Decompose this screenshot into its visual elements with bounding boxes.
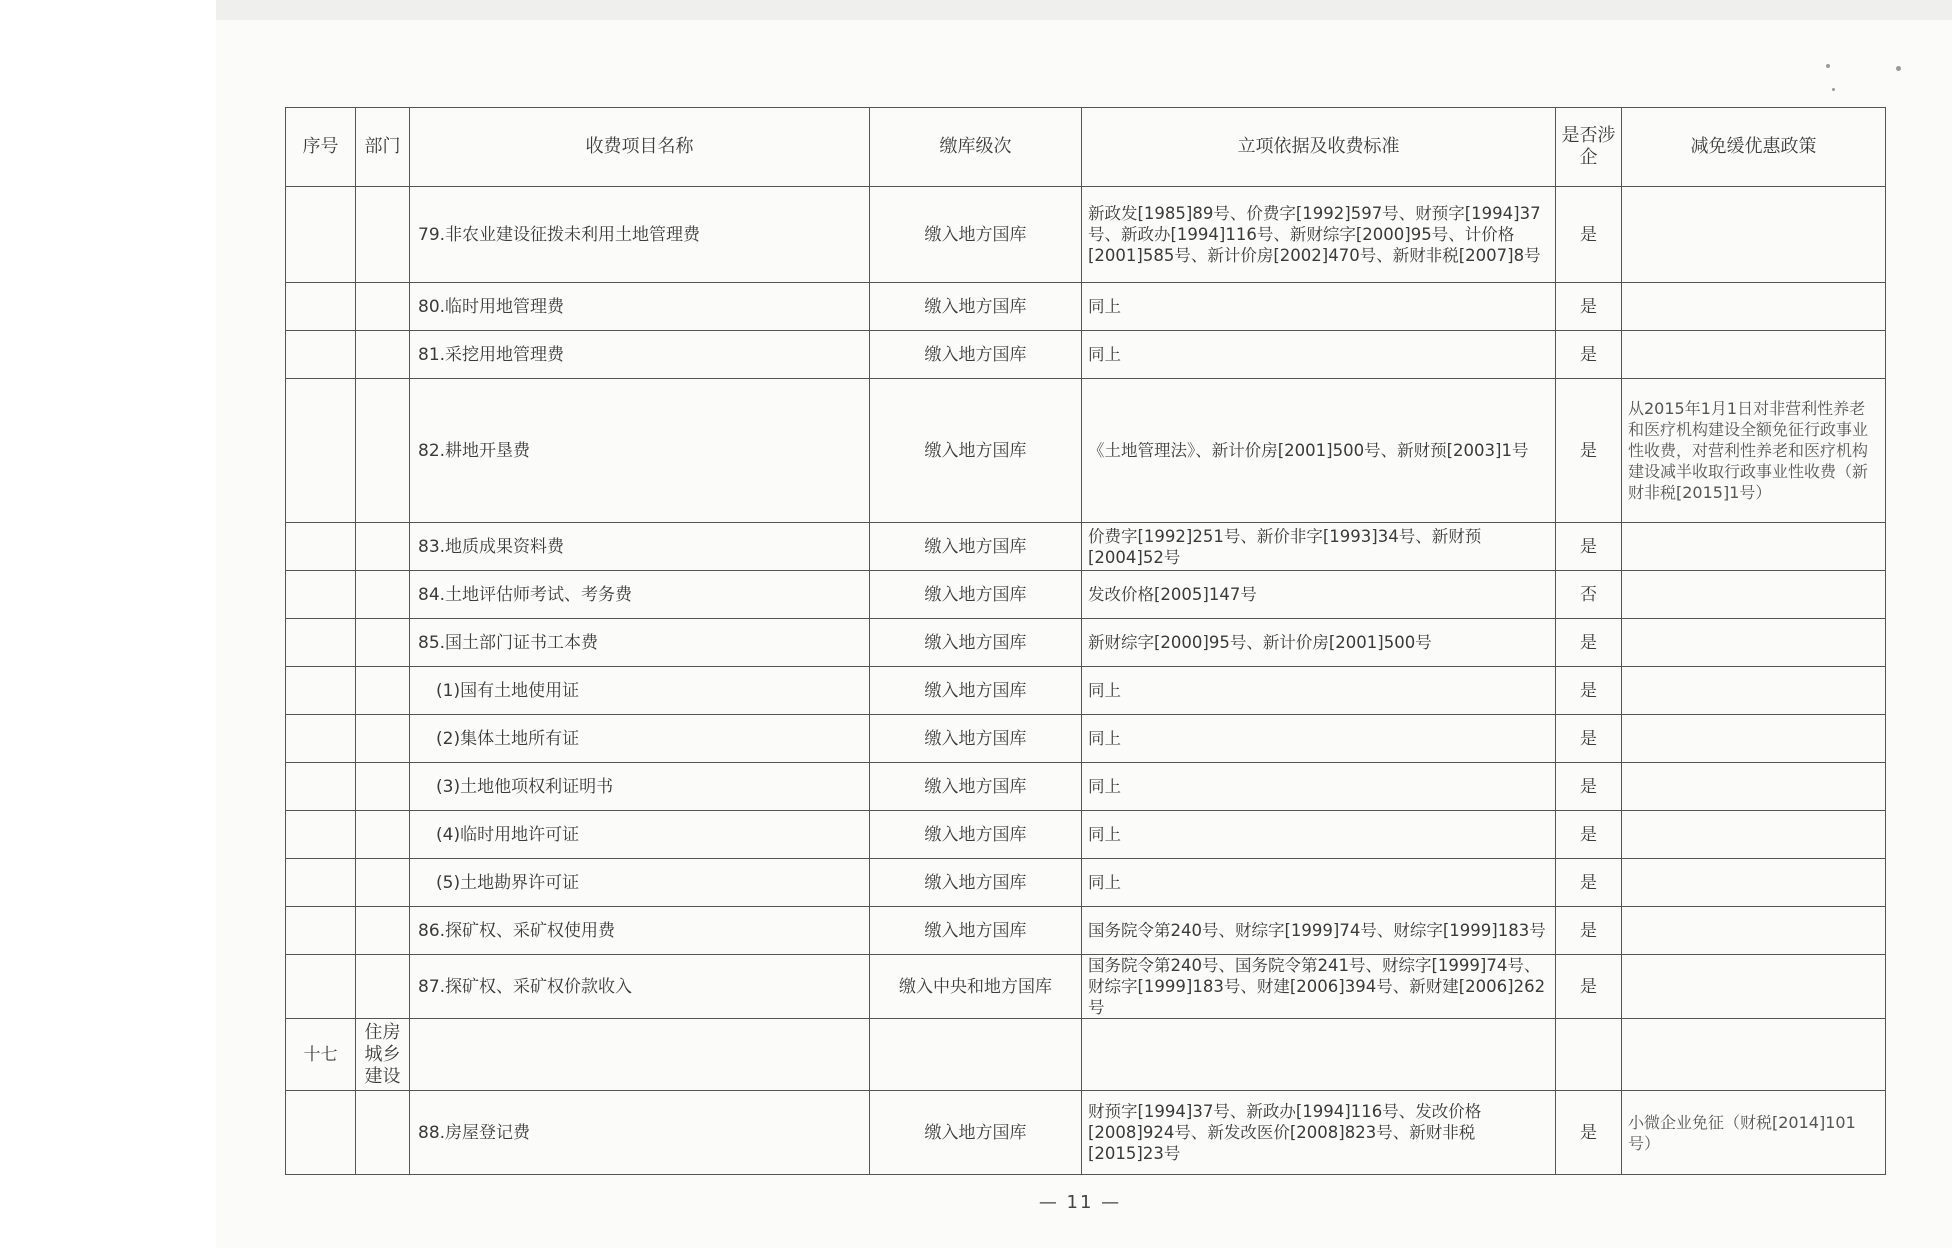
table-row: [286, 811, 1886, 859]
cell-seq: [286, 571, 356, 619]
cell-policy: [1622, 859, 1886, 907]
cell-enterprise: [1556, 1019, 1622, 1091]
header-dept: 部门: [356, 108, 410, 187]
cell-dept: [356, 667, 410, 715]
cell-treasury: 缴入地方国库: [870, 571, 1082, 619]
cell-policy: [1622, 283, 1886, 331]
cell-seq: [286, 811, 356, 859]
table-row: [286, 523, 1886, 571]
table-row: [286, 715, 1886, 763]
cell-fee-name: 79.非农业建设征拨未利用土地管理费: [410, 187, 870, 283]
cell-enterprise: 是: [1556, 1091, 1622, 1175]
cell-seq: [286, 187, 356, 283]
cell-treasury: 缴入地方国库: [870, 187, 1082, 283]
cell-seq: [286, 283, 356, 331]
cell-treasury: [870, 1019, 1082, 1091]
left-margin: [0, 0, 216, 1248]
cell-dept: [356, 283, 410, 331]
cell-basis: 同上: [1082, 763, 1556, 811]
cell-treasury: 缴入地方国库: [870, 763, 1082, 811]
cell-treasury: 缴入地方国库: [870, 907, 1082, 955]
cell-enterprise: 是: [1556, 955, 1622, 1019]
cell-fee-name: (1)国有土地使用证: [410, 667, 870, 715]
cell-basis: 国务院令第240号、财综字[1999]74号、财综字[1999]183号: [1082, 907, 1556, 955]
cell-seq: [286, 955, 356, 1019]
cell-enterprise: 是: [1556, 283, 1622, 331]
cell-policy: [1622, 715, 1886, 763]
table-body: [286, 187, 1886, 1175]
cell-basis: 价费字[1992]251号、新价非字[1993]34号、新财预[2004]52号: [1082, 523, 1556, 571]
page-number: — 11 —: [1038, 1192, 1122, 1213]
scan-speck: [1832, 88, 1835, 91]
cell-policy: [1622, 811, 1886, 859]
cell-dept: [356, 523, 410, 571]
table-header-row: [286, 108, 1886, 187]
cell-enterprise: 是: [1556, 859, 1622, 907]
cell-seq: 十七: [286, 1019, 356, 1091]
cell-policy: [1622, 187, 1886, 283]
cell-policy: 小微企业免征（财税[2014]101号）: [1622, 1091, 1886, 1175]
cell-fee-name: (2)集体土地所有证: [410, 715, 870, 763]
table-row: [286, 283, 1886, 331]
cell-treasury: 缴入地方国库: [870, 523, 1082, 571]
cell-fee-name: 87.探矿权、采矿权价款收入: [410, 955, 870, 1019]
header-seq: 序号: [286, 108, 356, 187]
cell-policy: [1622, 571, 1886, 619]
cell-treasury: 缴入中央和地方国库: [870, 955, 1082, 1019]
cell-treasury: 缴入地方国库: [870, 1091, 1082, 1175]
cell-dept: [356, 187, 410, 283]
cell-basis: 发改价格[2005]147号: [1082, 571, 1556, 619]
cell-fee-name: 88.房屋登记费: [410, 1091, 870, 1175]
cell-dept: [356, 619, 410, 667]
cell-basis: 同上: [1082, 715, 1556, 763]
cell-enterprise: 是: [1556, 715, 1622, 763]
cell-treasury: 缴入地方国库: [870, 811, 1082, 859]
cell-policy: [1622, 331, 1886, 379]
cell-basis: 财预字[1994]37号、新政办[1994]116号、发改价格[2008]924号、新发改医价[2008]823号、新财非税[2015]23号: [1082, 1091, 1556, 1175]
table-row: [286, 763, 1886, 811]
header-enterprise: 是否涉企: [1556, 108, 1622, 187]
cell-basis: 同上: [1082, 667, 1556, 715]
cell-treasury: 缴入地方国库: [870, 667, 1082, 715]
cell-dept: [356, 331, 410, 379]
cell-seq: [286, 331, 356, 379]
cell-fee-name: 80.临时用地管理费: [410, 283, 870, 331]
cell-basis: 同上: [1082, 859, 1556, 907]
cell-fee-name: 82.耕地开垦费: [410, 379, 870, 523]
cell-dept: [356, 811, 410, 859]
cell-enterprise: 是: [1556, 187, 1622, 283]
cell-seq: [286, 619, 356, 667]
cell-basis: [1082, 1019, 1556, 1091]
fee-table: [285, 107, 1886, 1175]
cell-seq: [286, 379, 356, 523]
cell-fee-name: 81.采挖用地管理费: [410, 331, 870, 379]
table-row: [286, 859, 1886, 907]
cell-treasury: 缴入地方国库: [870, 283, 1082, 331]
cell-fee-name: 84.土地评估师考试、考务费: [410, 571, 870, 619]
cell-dept: [356, 763, 410, 811]
cell-basis: 同上: [1082, 283, 1556, 331]
cell-seq: [286, 859, 356, 907]
cell-enterprise: 是: [1556, 667, 1622, 715]
scan-speck: [1826, 64, 1830, 68]
cell-treasury: 缴入地方国库: [870, 331, 1082, 379]
cell-policy: [1622, 619, 1886, 667]
cell-basis: 同上: [1082, 331, 1556, 379]
cell-treasury: 缴入地方国库: [870, 715, 1082, 763]
cell-treasury: 缴入地方国库: [870, 379, 1082, 523]
cell-enterprise: 是: [1556, 523, 1622, 571]
table-row: [286, 907, 1886, 955]
cell-policy: 从2015年1月1日对非营利性养老和医疗机构建设全额免征行政事业性收费，对营利性养老和医疗机构建设减半收取行政事业性收费（新财非税[2015]1号）: [1622, 379, 1886, 523]
cell-enterprise: 是: [1556, 907, 1622, 955]
cell-dept: [356, 379, 410, 523]
cell-seq: [286, 763, 356, 811]
cell-basis: 《土地管理法》、新计价房[2001]500号、新财预[2003]1号: [1082, 379, 1556, 523]
cell-basis: 国务院令第240号、国务院令第241号、财综字[1999]74号、财综字[1999]183号、财建[2006]394号、新财建[2006]262号: [1082, 955, 1556, 1019]
cell-seq: [286, 523, 356, 571]
cell-dept: [356, 955, 410, 1019]
cell-basis: 新财综字[2000]95号、新计价房[2001]500号: [1082, 619, 1556, 667]
table-row: [286, 1019, 1886, 1091]
header-name: 收费项目名称: [410, 108, 870, 187]
header-treasury: 缴库级次: [870, 108, 1082, 187]
header-policy: 减免缓优惠政策: [1622, 108, 1886, 187]
header-basis: 立项依据及收费标准: [1082, 108, 1556, 187]
table-row: [286, 187, 1886, 283]
table-row: [286, 571, 1886, 619]
cell-fee-name: 86.探矿权、采矿权使用费: [410, 907, 870, 955]
cell-seq: [286, 715, 356, 763]
cell-fee-name: 83.地质成果资料费: [410, 523, 870, 571]
cell-enterprise: 是: [1556, 811, 1622, 859]
cell-enterprise: 是: [1556, 763, 1622, 811]
cell-dept: [356, 907, 410, 955]
cell-policy: [1622, 763, 1886, 811]
cell-dept: [356, 715, 410, 763]
scan-speck: [1896, 66, 1901, 71]
cell-enterprise: 否: [1556, 571, 1622, 619]
scan-top-band: [216, 0, 1952, 20]
cell-fee-name: (5)土地勘界许可证: [410, 859, 870, 907]
table-row: [286, 1091, 1886, 1175]
cell-dept: 住房城乡建设: [356, 1019, 410, 1091]
table-row: [286, 667, 1886, 715]
cell-policy: [1622, 955, 1886, 1019]
table-row: [286, 619, 1886, 667]
cell-fee-name: 85.国土部门证书工本费: [410, 619, 870, 667]
table-row: [286, 955, 1886, 1019]
cell-policy: [1622, 523, 1886, 571]
cell-basis: 同上: [1082, 811, 1556, 859]
cell-seq: [286, 667, 356, 715]
cell-fee-name: (4)临时用地许可证: [410, 811, 870, 859]
cell-seq: [286, 1091, 356, 1175]
cell-enterprise: 是: [1556, 331, 1622, 379]
cell-policy: [1622, 907, 1886, 955]
cell-dept: [356, 859, 410, 907]
table-row: [286, 379, 1886, 523]
cell-treasury: 缴入地方国库: [870, 859, 1082, 907]
cell-policy: [1622, 667, 1886, 715]
cell-seq: [286, 907, 356, 955]
table-row: [286, 331, 1886, 379]
cell-fee-name: (3)土地他项权利证明书: [410, 763, 870, 811]
cell-policy: [1622, 1019, 1886, 1091]
cell-enterprise: 是: [1556, 379, 1622, 523]
cell-dept: [356, 1091, 410, 1175]
cell-dept: [356, 571, 410, 619]
cell-enterprise: 是: [1556, 619, 1622, 667]
cell-basis: 新政发[1985]89号、价费字[1992]597号、财预字[1994]37号、新政办[1994]116号、新财综字[2000]95号、计价格[2001]585号、新计价房[2002]470号、新财非税[2007]8号: [1082, 187, 1556, 283]
cell-fee-name: [410, 1019, 870, 1091]
cell-treasury: 缴入地方国库: [870, 619, 1082, 667]
